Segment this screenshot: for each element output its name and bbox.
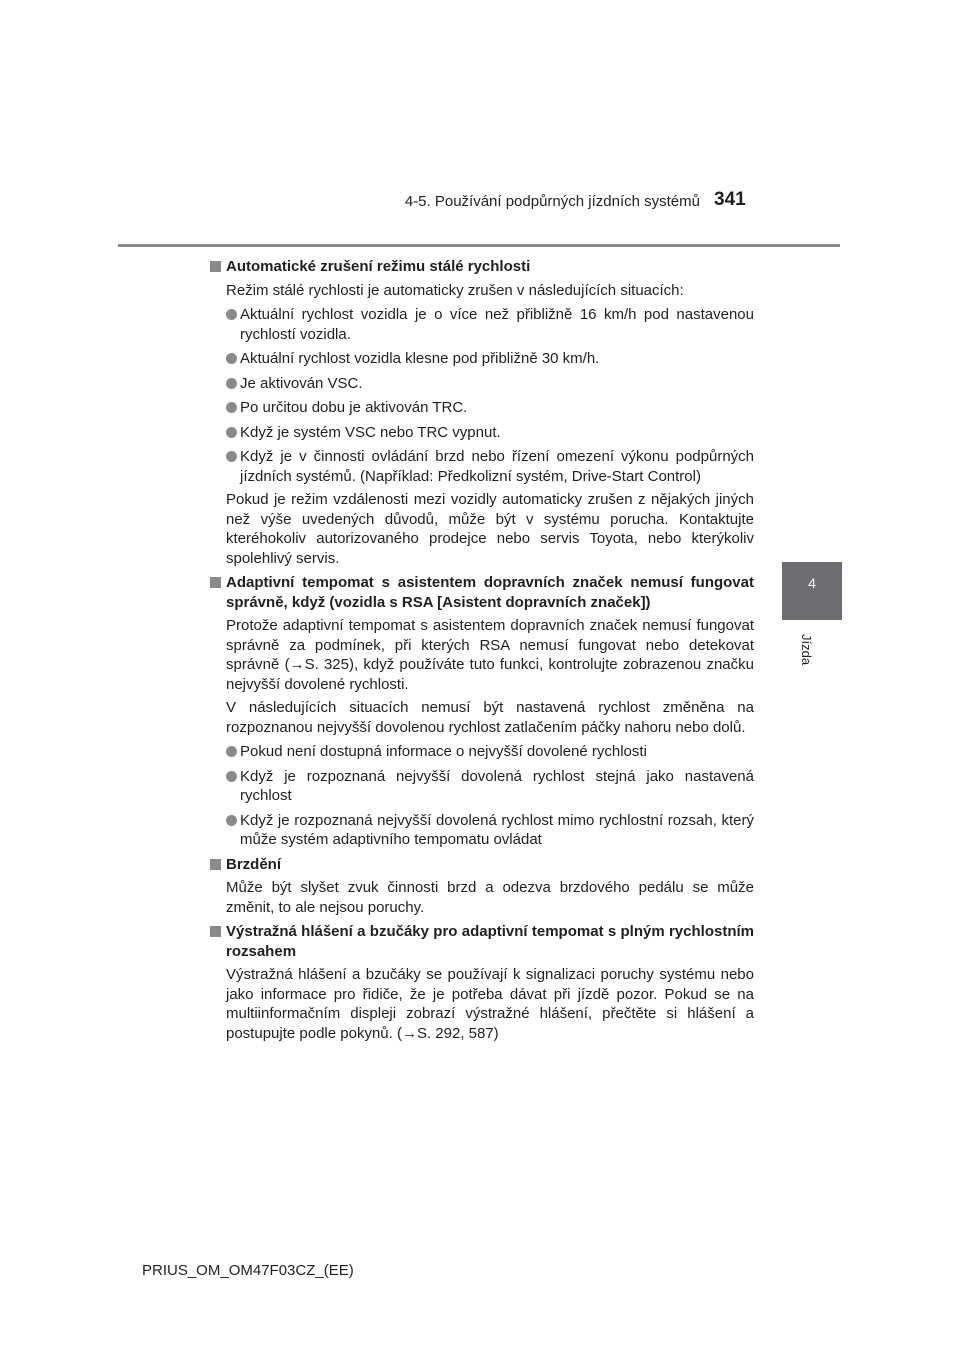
list-item-text: Když je rozpoznaná nejvyšší dovolená rychlost stejná jako nastavená rychlost	[240, 767, 754, 804]
circle-bullet-icon	[226, 427, 237, 438]
paragraph: Může být slyšet zvuk činnosti brzd a odezva brzdového pedálu se může změnit, to ale nejsou poruchy.	[226, 879, 754, 916]
heading-text: Automatické zrušení režimu stálé rychlosti	[226, 258, 531, 275]
paragraph: Pokud je režim vzdálenosti mezi vozidly automaticky zrušen z nějakých jiných než výše uvedených důvodů, může být v systému porucha. Kontaktujte kteréhokoliv autorizovaného prodejce nebo servis Toyota, nebo kterýkoliv spolehlivý servis.	[226, 491, 754, 567]
square-bullet-icon	[210, 577, 221, 588]
list-item-text: Po určitou dobu je aktivován TRC.	[240, 399, 468, 416]
heading-text: Brzdění	[226, 855, 282, 873]
list-item-text: Pokud není dostupná informace o nejvyšší dovolené rychlosti	[240, 743, 647, 760]
list-item	[208, 811, 754, 850]
section-heading	[208, 922, 754, 961]
chapter-tab-number: 4	[808, 575, 816, 591]
chapter-tab	[782, 562, 842, 620]
header-section-title: 4-5. Používání podpůrných jízdních systémů	[404, 193, 700, 210]
circle-bullet-icon	[226, 353, 237, 364]
circle-bullet-icon	[226, 771, 237, 782]
list-item	[208, 305, 754, 344]
list-item	[208, 398, 754, 418]
main-content	[208, 252, 754, 1043]
list-item	[208, 374, 754, 394]
square-bullet-icon	[210, 261, 221, 272]
paragraph: Výstražná hlášení a bzučáky se používají k signalizaci poruchy systému nebo jako informace pro řidiče, že je potřeba dávat při jízdě pozor. Pokud se na multiinformačním displeji zobrazí výstražné hlášení, přečtěte si hlášení a postupujte podle pokynů. (→S. 292, 587)	[226, 966, 754, 1042]
square-bullet-icon	[210, 926, 221, 937]
heading-text: Výstražná hlášení a bzučáky pro adaptivní tempomat s plným rychlostním rozsahem	[226, 923, 754, 960]
circle-bullet-icon	[226, 309, 237, 320]
list-item-text: Aktuální rychlost vozidla klesne pod přibližně 30 km/h.	[240, 350, 600, 367]
paragraph: Protože adaptivní tempomat s asistentem dopravních značek nemusí fungovat správně za podmínek, při kterých RSA nemusí fungovat nebo detekovat správně (→S. 325), když používáte tuto funkci, kontrolujte zobrazenou značku nejvyšší dovolené rychlosti.	[226, 617, 754, 693]
circle-bullet-icon	[226, 815, 237, 826]
list-item-text: Když je rozpoznaná nejvyšší dovolená rychlost mimo rychlostní rozsah, který může systém adaptivního tempomatu ovládat	[240, 811, 754, 848]
list-item	[208, 767, 754, 806]
circle-bullet-icon	[226, 402, 237, 413]
list-item-text: Je aktivován VSC.	[240, 374, 363, 392]
page-number: 341	[714, 189, 746, 210]
chapter-tab-label: Jízda	[799, 634, 814, 666]
list-item	[208, 349, 754, 369]
heading-text: Adaptivní tempomat s asistentem dopravních značek nemusí fungovat správně, když (vozidla s RSA [Asistent dopravních značek])	[226, 574, 754, 611]
paragraph: V následujících situacích nemusí být nastavená rychlost změněna na rozpoznanou nejvyšší dovolenou rychlost zatlačením páčky nahoru nebo dolů.	[226, 699, 754, 736]
section-heading	[208, 855, 754, 875]
circle-bullet-icon	[226, 746, 237, 757]
square-bullet-icon	[210, 859, 221, 870]
list-item	[208, 447, 754, 486]
section-heading	[208, 573, 754, 612]
list-item	[208, 742, 754, 762]
list-item-text: Aktuální rychlost vozidla je o více než přibližně 16 km/h pod nastavenou rychlostí vozidla.	[240, 306, 754, 343]
circle-bullet-icon	[226, 378, 237, 389]
header-divider	[118, 244, 840, 247]
paragraph: Režim stálé rychlosti je automaticky zrušen v následujících situacích:	[226, 281, 684, 299]
list-item	[208, 423, 754, 443]
footer-document-code: PRIUS_OM_OM47F03CZ_(EE)	[142, 1262, 354, 1279]
circle-bullet-icon	[226, 451, 237, 462]
list-item-text: Když je systém VSC nebo TRC vypnut.	[240, 423, 501, 441]
list-item-text: Když je v činnosti ovládání brzd nebo řízení omezení výkonu podpůrných jízdních systémů. (Například: Předkolizní systém, Drive-Start Control)	[240, 448, 754, 485]
section-heading	[208, 257, 754, 277]
